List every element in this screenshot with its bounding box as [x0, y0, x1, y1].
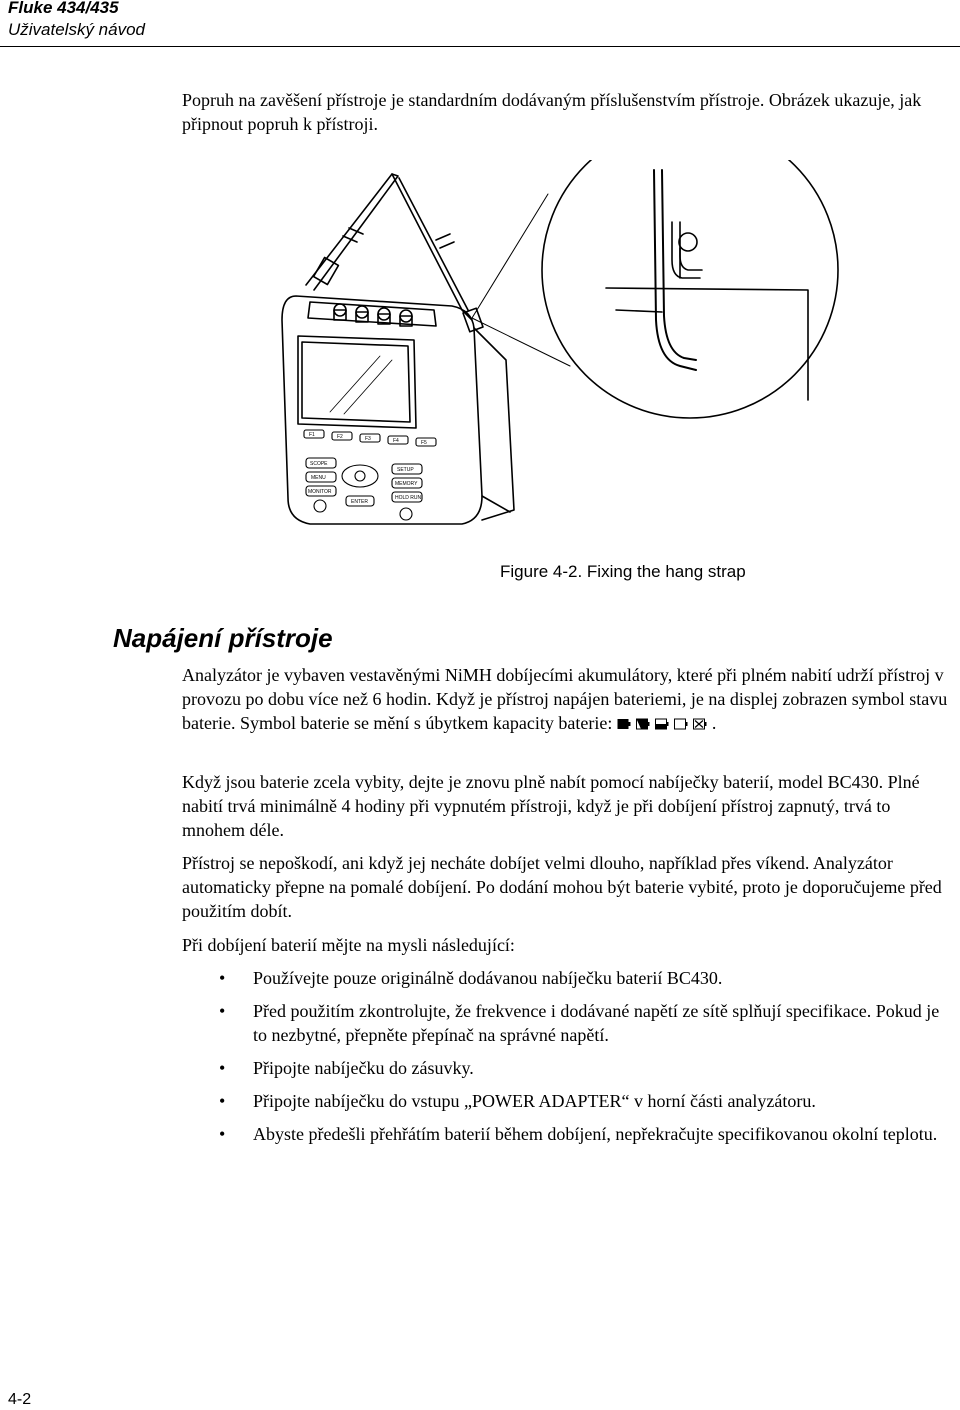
- figure-caption: Figure 4-2. Fixing the hang strap: [500, 562, 746, 581]
- list-item-text: Připojte nabíječku do zásuvky.: [253, 1058, 474, 1078]
- bullet-marker: •: [219, 1124, 226, 1144]
- battery-three-quarter-icon: [636, 718, 650, 730]
- section-heading: Napájení přístroje: [113, 623, 333, 653]
- f3-key-label: F3: [365, 436, 371, 442]
- enter-key-label: ENTER: [351, 499, 368, 505]
- list-item: [215, 999, 955, 1047]
- power-paragraph-end: .: [711, 713, 717, 733]
- memory-key-label: MEMORY: [395, 481, 418, 487]
- list-item: [215, 966, 955, 990]
- list-item: [215, 1056, 955, 1080]
- intro-paragraph: Popruh na zavěšení přístroje je standardním dodávaným příslušenstvím přístroje. Obrázek ukazuje, jak připnout popruh k přístroji.: [182, 90, 922, 134]
- detail-magnifier: [542, 160, 838, 418]
- setup-key-label: SETUP: [397, 467, 414, 473]
- bullet-marker: •: [219, 1058, 226, 1078]
- page-header: [8, 0, 960, 40]
- display-screen: [298, 336, 416, 428]
- header-divider: [0, 46, 960, 47]
- bullet-marker: •: [219, 968, 226, 988]
- f1-key-label: F1: [309, 432, 315, 438]
- power-paragraph-text: Analyzátor je vybaven vestavěnými NiMH dobíjecími akumulátory, které při plném nabití udrží přístroj v provozu po dobu více než 6 hodin. Když je přístroj napájen bateriemi, je na displej zobrazen symbol stavu baterie. Symbol baterie se mění s úbytkem kapacity baterie:: [182, 665, 948, 733]
- hang-strap-figure: [210, 160, 930, 560]
- hold-run-key-label: HOLD RUN: [395, 495, 422, 501]
- overcharge-paragraph: Přístroj se nepoškodí, ani když jej necháte dobíjet velmi dlouho, například přes víkend. Analyzátor automaticky přepne na pomalé dobíjení. Po dodání mohou být baterie vybité, proto je doporučujeme před použitím dobít.: [182, 853, 942, 921]
- document-subtitle: Uživatelský návod: [8, 20, 146, 39]
- f5-key-label: F5: [421, 440, 427, 446]
- battery-depleted-icon: [693, 718, 707, 730]
- bullet-marker: •: [219, 1001, 226, 1021]
- list-item-text: Připojte nabíječku do vstupu „POWER ADAPTER“ v horní části analyzátoru.: [253, 1091, 816, 1111]
- battery-empty-icon: [674, 718, 688, 730]
- power-paragraph: [182, 663, 952, 735]
- list-item: [215, 1122, 955, 1146]
- battery-half-icon: [655, 718, 669, 730]
- bullet-marker: •: [219, 1091, 226, 1111]
- charging-notes-intro: Při dobíjení baterií mějte na mysli následující:: [182, 935, 515, 955]
- f2-key-label: F2: [337, 434, 343, 440]
- scope-key-label: SCOPE: [310, 461, 328, 467]
- f4-key-label: F4: [393, 438, 399, 444]
- monitor-key-label: MONITOR: [308, 489, 332, 495]
- list-item: [215, 1089, 955, 1113]
- charging-notes-list: [215, 966, 955, 1155]
- document-title: Fluke 434/435: [8, 0, 119, 17]
- page-number: 4-2: [8, 1391, 32, 1408]
- list-item-text: Používejte pouze originálně dodávanou nabíječku baterií BC430.: [253, 968, 723, 988]
- list-item-text: Před použitím zkontrolujte, že frekvence i dodávané napětí ze sítě splňují specifikace. Pokud je to nezbytné, přepněte přepínač na správné napětí.: [253, 1001, 940, 1045]
- list-item-text: Abyste předešli přehřátím baterií během dobíjení, nepřekračujte specifikovanou okolní teplotu.: [253, 1124, 938, 1144]
- menu-key-label: MENU: [311, 475, 326, 481]
- battery-full-icon: [617, 718, 631, 730]
- charging-paragraph: Když jsou baterie zcela vybity, dejte je znovu plně nabít pomocí nabíječky baterií, model BC430. Plné nabití trvá minimálně 4 hodiny při vypnutém přístroji, když je při dobíjení přístroj zapnutý, trvá to mnohem déle.: [182, 772, 920, 840]
